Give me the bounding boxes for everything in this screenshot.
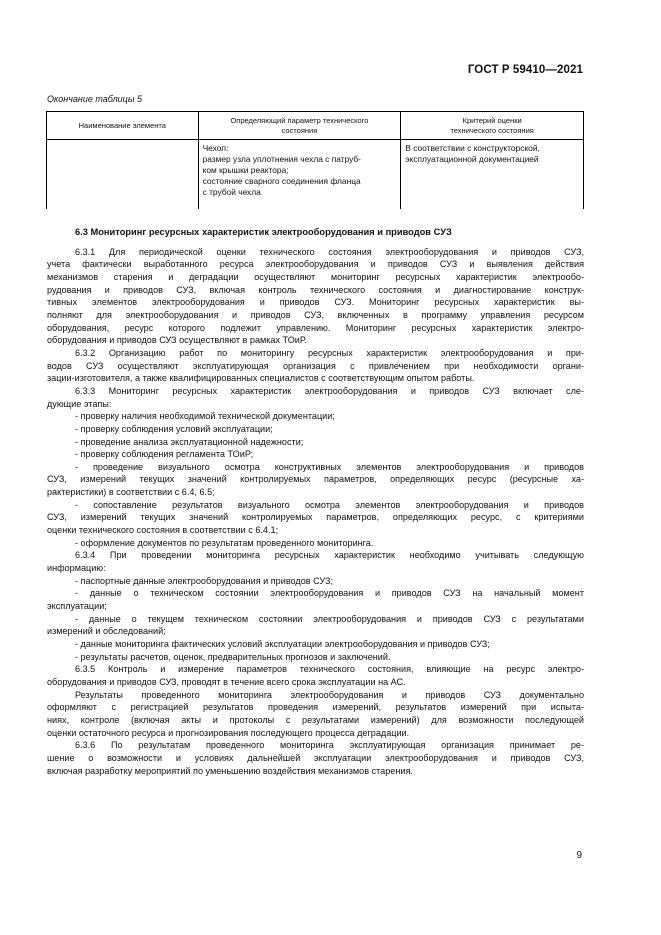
parameter-line: размер узла уплотнения чехла с патруб- bbox=[202, 154, 361, 164]
text-line: СУЗ, измерений текущих значений контролируемых параметров, определяющих ресурс (ресурсные ха- bbox=[47, 474, 584, 485]
paragraph bbox=[47, 410, 584, 423]
text-line: тивных элементов электрооборудования и приводов СУЗ. Мониторинг ресурсных характеристик вы- bbox=[47, 297, 584, 308]
text-line: полняют для электрооборудования и приводов СУЗ, включенных в программу управления ресурсом bbox=[47, 309, 584, 320]
text-line: 6.3.3 Мониторинг ресурсных характеристик электрооборудования и приводов СУЗ включает сле- bbox=[75, 385, 584, 396]
table-caption: Окончание таблицы 5 bbox=[47, 94, 142, 104]
paragraph bbox=[47, 448, 584, 461]
text-line: механизмов старения и деградации осуществляют мониторинг ресурсных характеристик электрообо- bbox=[47, 271, 584, 282]
document-code: ГОСТ Р 59410—2021 bbox=[467, 64, 583, 76]
paragraph bbox=[47, 689, 584, 740]
text-line: - результаты расчетов, оценок, предварительных прогнозов и заключений. bbox=[75, 651, 391, 662]
col-header-criterion bbox=[401, 112, 584, 140]
col-header-line: состояния bbox=[281, 126, 318, 135]
text-line: - паспортные данные электрооборудования и приводов СУЗ; bbox=[75, 575, 333, 586]
criterion-line: В соответствии с конструкторской, bbox=[405, 143, 540, 153]
col-header-line: Наименование элемента bbox=[78, 121, 166, 130]
text-line: водов СУЗ осуществляют эксплуатирующая организация с привлечением при необходимости органи- bbox=[47, 360, 584, 371]
text-line: оценки остаточного ресурса и прогнозирования последующего процесса деградации. bbox=[47, 727, 410, 738]
cell-parameter bbox=[198, 140, 401, 210]
table-5-end bbox=[46, 111, 584, 209]
text-line: информацию: bbox=[47, 563, 106, 574]
text-line: 6.3.4 При проведении мониторинга ресурсных характеристик необходимо учитывать следующую bbox=[75, 550, 584, 561]
parameter-line: с трубой чехла bbox=[202, 187, 261, 197]
col-header-parameter bbox=[198, 112, 401, 140]
paragraph bbox=[47, 537, 584, 550]
text-line: 6.3.6 По результатам проведенного мониторинга эксплуатирующая организация принимает ре- bbox=[75, 740, 584, 751]
text-line: учета фактически выработанного ресурса электрооборудования и приводов СУЗ и выявления действия bbox=[47, 259, 584, 270]
paragraph bbox=[47, 663, 584, 688]
col-header-line: Определяющий параметр технического bbox=[230, 116, 369, 125]
paragraph bbox=[47, 739, 584, 777]
text-line: оценки технического состояния в соответствии с 6.4.1; bbox=[47, 525, 279, 536]
text-line: - оформление документов по результатам проведенного мониторинга. bbox=[75, 537, 374, 548]
paragraph bbox=[47, 613, 584, 638]
text-line: измерений и обследований; bbox=[47, 626, 166, 637]
text-line: - данные мониторинга фактических условий эксплуатации электрооборудования и приводов СУЗ; bbox=[75, 639, 490, 649]
text-line: оборудования и приводов СУЗ осуществляют в рамках ТОиР. bbox=[47, 335, 307, 346]
paragraph bbox=[47, 436, 584, 449]
text-line: - проведение визуального осмотра конструктивных элементов электрооборудования и приводов bbox=[75, 461, 584, 472]
paragraph bbox=[47, 499, 584, 537]
paragraph bbox=[47, 461, 584, 499]
paragraph bbox=[47, 246, 584, 347]
paragraph bbox=[47, 347, 584, 385]
table-header-row bbox=[47, 112, 584, 140]
text-line: включая разработку мероприятий по уменьшению воздействия механизмов старения. bbox=[47, 765, 413, 776]
text-line: эксплуатации; bbox=[47, 601, 107, 612]
section-body bbox=[47, 246, 584, 778]
text-line: 6.3.1 Для периодической оценки технического состояния электрооборудования и приводов СУЗ, bbox=[75, 246, 584, 257]
text-line: - данные о техническом состоянии электрооборудования и приводов СУЗ на начальный момент bbox=[75, 588, 584, 599]
text-line: - данные о текущем техническом состоянии электрооборудования и приводов СУЗ с результатами bbox=[75, 613, 584, 624]
text-line: оформляют с регистрацией результатов проведения измерений, результатов измерений при испыта- bbox=[47, 702, 584, 713]
text-line: оборудования и приводов СУЗ, проводят в течение всего срока эксплуатации на АС. bbox=[47, 676, 406, 687]
text-line: дующие этапы: bbox=[47, 398, 112, 409]
text-line: оборудования, ресурс которого подлежит управлению. Мониторинг ресурсных характеристик электро- bbox=[47, 322, 584, 333]
text-line: - проверку наличия необходимой технической документации; bbox=[75, 411, 335, 422]
paragraph bbox=[47, 385, 584, 410]
parameter-line: Чехол: bbox=[202, 143, 229, 153]
text-line: рудования и приводов СУЗ, включая контроль технического состояния и диагностирование конструк- bbox=[47, 284, 584, 295]
paragraph bbox=[47, 575, 584, 588]
text-line: 6.3.2 Организацию работ по мониторингу ресурсных характеристик электрооборудования и при- bbox=[75, 347, 584, 358]
paragraph bbox=[47, 638, 584, 651]
parameter-line: состояние сварного соединения фланца bbox=[202, 176, 361, 186]
criterion-line: эксплуатационной документацией bbox=[405, 154, 539, 164]
paragraph bbox=[47, 549, 584, 574]
section-6-3 bbox=[47, 226, 584, 777]
text-line: Результаты проведенного мониторинга электрооборудования и приводов СУЗ документально bbox=[75, 689, 584, 700]
paragraph bbox=[47, 587, 584, 612]
text-line: рактеристики) в соответствии с 6.4, 6.5; bbox=[47, 487, 215, 498]
text-line: - проверку соблюдения регламента ТОиР; bbox=[75, 449, 254, 460]
parameter-line: ком крышки реактора; bbox=[202, 165, 289, 175]
table-row bbox=[47, 140, 584, 210]
text-line: зации-изготовителя, а также квалифицированных специалистов с соответствующим опытом работы. bbox=[47, 373, 475, 384]
col-header-element bbox=[47, 112, 199, 140]
paragraph bbox=[47, 651, 584, 664]
text-line: - сопоставление результатов визуального осмотра элементов электрооборудования и приводов bbox=[75, 499, 584, 510]
section-heading: 6.3 Мониторинг ресурсных характеристик электрооборудования и приводов СУЗ bbox=[75, 227, 452, 237]
cell-element bbox=[47, 140, 199, 210]
text-line: 6.3.5 Контроль и измерение параметров технического состояния, влияющие на ресурс электро- bbox=[75, 664, 584, 675]
col-header-line: технического состояния bbox=[450, 126, 534, 135]
text-line: - проверку соблюдения условий эксплуатации; bbox=[75, 423, 273, 434]
cell-criterion bbox=[401, 140, 584, 210]
page-number: 9 bbox=[576, 850, 582, 861]
col-header-line: Критерий оценки bbox=[462, 116, 522, 125]
paragraph bbox=[47, 423, 584, 436]
text-line: шение о возможности и условиях дальнейшей эксплуатации электрооборудования и приводов СУЗ, bbox=[47, 752, 584, 763]
text-line: ниях, контроле (включая акты и протоколы с результатами измерений) для возможности последующей bbox=[47, 714, 584, 725]
text-line: СУЗ, измерений текущих значений контролируемых параметров, определяющих ресурс, с критериями bbox=[47, 512, 584, 523]
text-line: - проведение анализа эксплуатационной надежности; bbox=[75, 436, 304, 447]
